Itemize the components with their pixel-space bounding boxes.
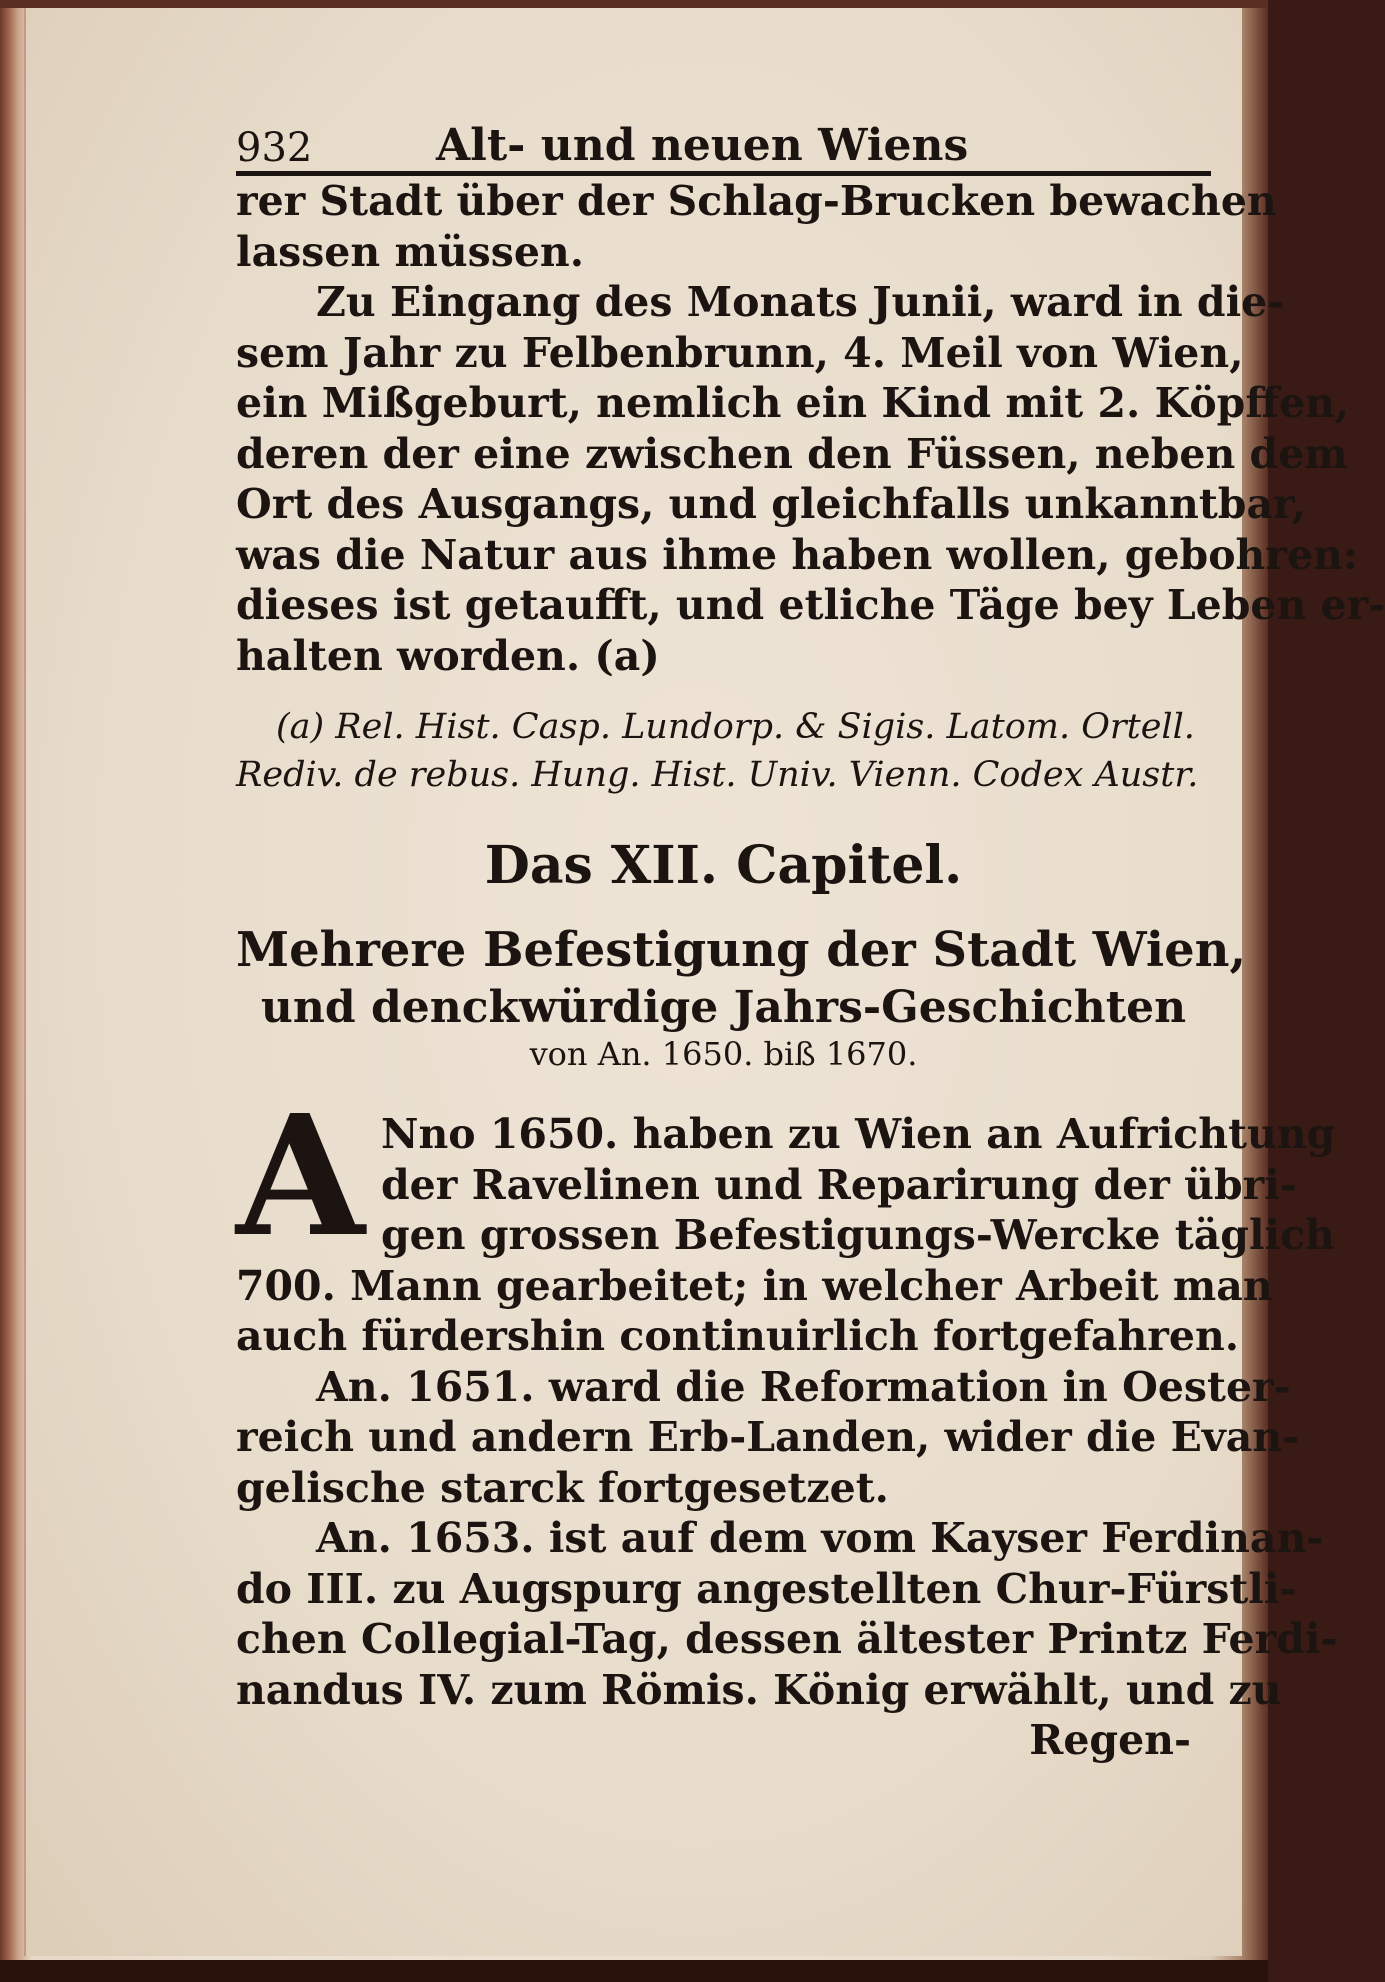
text-line: dieses ist getaufft, und etliche Täge bey Leben er- — [236, 581, 1385, 629]
text-line: An. 1651. ward die Reformation in Oester- — [316, 1362, 1291, 1411]
text-line: Ort des Ausgangs, und gleichfalls unkanntbar, — [236, 480, 1306, 528]
text-line: ein Mißgeburt, nemlich ein Kind mit 2. Köpffen, — [236, 379, 1350, 427]
text-line: sem Jahr zu Felbenbrunn, 4. Meil von Wien, — [236, 328, 1244, 377]
text-line: An. 1653. ist auf dem vom Kayser Ferdinan- — [316, 1514, 1324, 1562]
paragraph-1 — [236, 1079, 1336, 1362]
page-header — [236, 113, 1211, 176]
paragraph-3 — [236, 1513, 1338, 1715]
text-line: Nno 1650. haben zu Wien an Aufrichtung — [381, 1110, 1336, 1158]
book-page — [24, 8, 1385, 1956]
text-line: der Ravelinen und Reparirung der übri- — [381, 1160, 1297, 1209]
chapter-subtitle-3: von An. 1650. biß 1670. — [529, 1035, 918, 1073]
chapter-subtitle-2: und denckwürdige Jahrs-Geschichten — [260, 982, 1187, 1033]
chapter-subtitle-1: Mehrere Befestigung der Stadt Wien, — [236, 922, 1247, 978]
text-line: was die Natur aus ihme haben wollen, gebohren: — [236, 530, 1358, 579]
text-line: do III. zu Augspurg angestellten Chur-Fürstli- — [236, 1564, 1297, 1613]
text-line: halten worden. (a) — [236, 631, 660, 680]
bottom-edge — [0, 1960, 1268, 1982]
text-line: gelische starck fortgesetzet. — [236, 1463, 889, 1512]
drop-cap: A — [236, 1079, 365, 1274]
text-line: deren der eine zwischen den Füssen, neben dem — [236, 429, 1348, 478]
body-text — [236, 176, 1385, 681]
footnote-line-2: Rediv. de rebus. Hung. Hist. Univ. Vienn. Codex Austr. — [236, 755, 1199, 795]
text-block — [236, 113, 1385, 1765]
text-line: 700. Mann gearbeitet; in welcher Arbeit man — [236, 1261, 1273, 1310]
text-line: auch fürdershin continuirlich fortgefahren. — [236, 1312, 1240, 1360]
paragraph-2 — [236, 1362, 1300, 1514]
text-line: lassen müssen. — [236, 227, 584, 276]
text-line: Zu Eingang des Monats Junii, ward in die- — [316, 278, 1285, 326]
page-number: 932 — [236, 125, 313, 171]
text-line: chen Collegial-Tag, dessen ältester Printz Ferdi- — [236, 1615, 1338, 1663]
running-title: Alt- und neuen Wiens — [436, 120, 969, 171]
catchword: Regen- — [1029, 1716, 1191, 1764]
footnote-line-1: (a) Rel. Hist. Casp. Lundorp. & Sigis. Latom. Ortell. — [276, 707, 1195, 747]
top-edge — [0, 0, 1268, 8]
text-line: reich und andern Erb-Landen, wider die Evan- — [236, 1413, 1300, 1461]
text-line: rer Stadt über der Schlag-Brucken bewachen — [236, 177, 1277, 225]
chapter-title: Das XII. Capitel. — [484, 835, 963, 896]
text-line: gen grossen Befestigungs-Wercke täglich — [381, 1211, 1335, 1259]
text-line: nandus IV. zum Römis. König erwählt, und zu — [236, 1665, 1282, 1714]
